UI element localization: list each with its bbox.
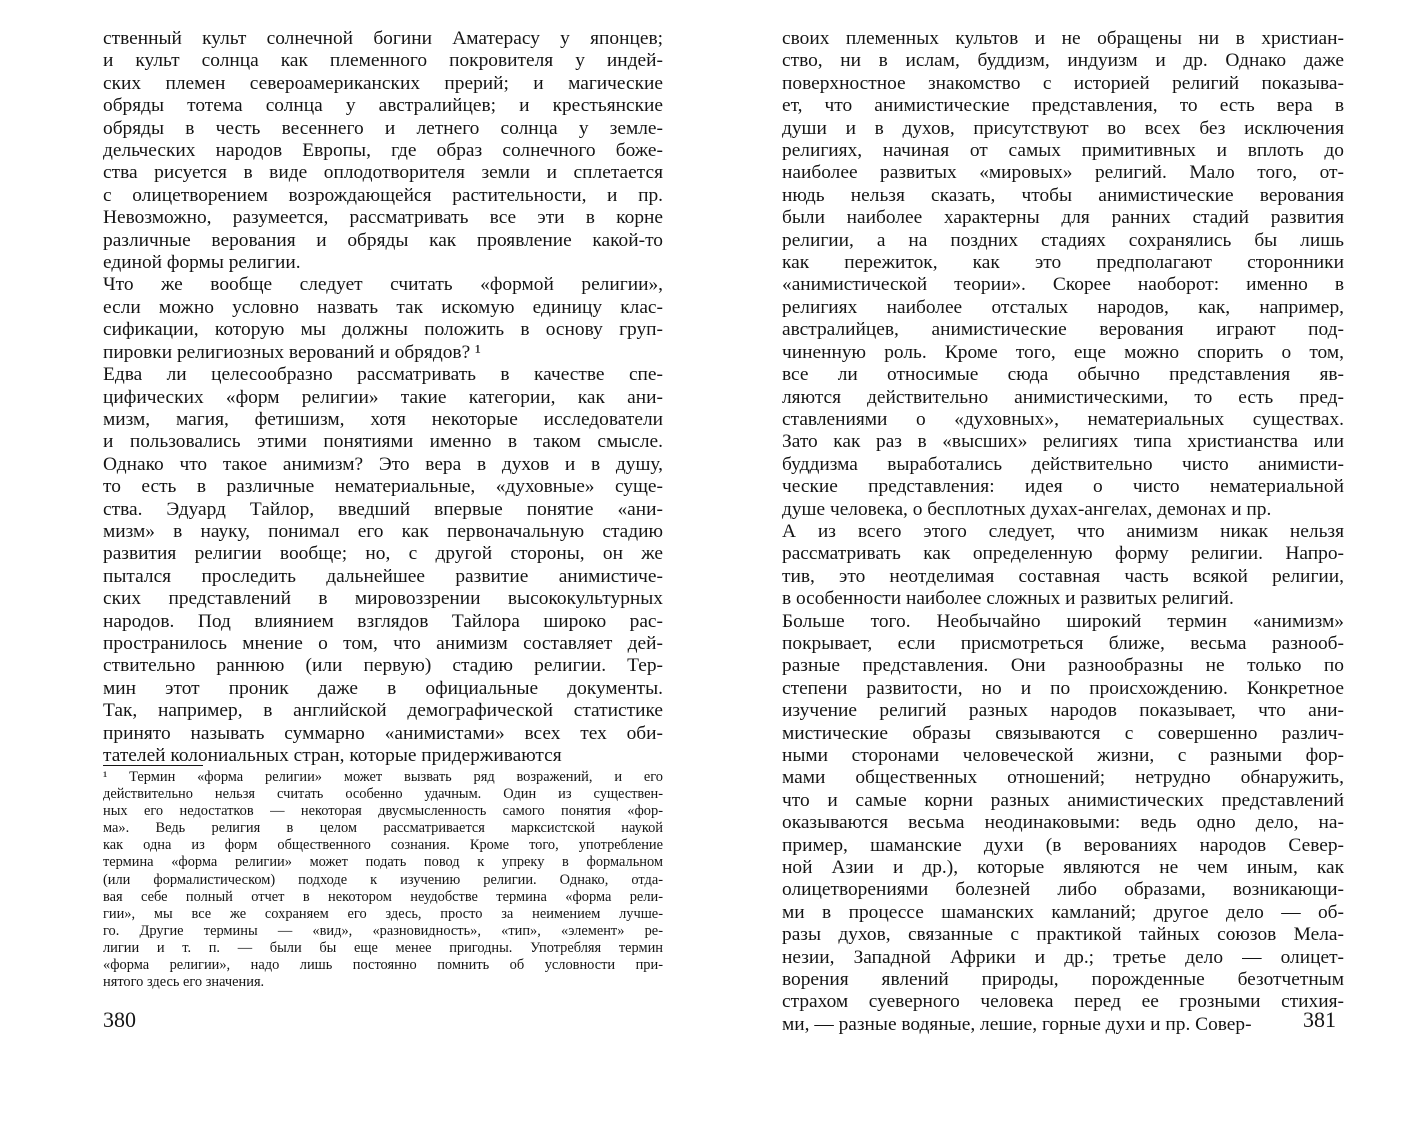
text-line: ных его недостатков — некоторая двусмысленность самого понятия «фор- [103, 803, 663, 820]
text-line: ственный культ солнечной богини Аматерасу у японцев; [103, 28, 663, 49]
text-line: Зато как раз в «высших» религиях типа христианства или [782, 431, 1344, 453]
text-line: (или формалистическом) подходе к изучению религии. Однако, отда- [103, 871, 663, 888]
text-line: поверхностное знакомство с историей религий показыва- [782, 72, 1344, 94]
text-line: были наиболее характерны для ранних стадий развития [782, 207, 1344, 229]
text-line: своих племенных культов и не обращены ни в христиан- [782, 28, 1344, 49]
text-line: пытался проследить дальнейшее развитие анимистиче- [103, 565, 663, 587]
text-line: лигии и т. п. — были бы еще менее пригодны. Употребляя термин [103, 939, 663, 956]
text-line: если можно условно назвать так искомую единицу клас- [103, 296, 663, 318]
text-line: мами общественных отношений; нетрудно обнаружить, [782, 767, 1344, 789]
text-line: Так, например, в английской демографической статистике [103, 700, 663, 722]
text-line: незии, Западной Африки и др.; третье дело — олицет- [782, 946, 1344, 968]
text-line: тателей колониальных стран, которые придерживаются [103, 745, 562, 766]
text-line: сификации, которую мы должны положить в основу груп- [103, 319, 663, 341]
text-line: оказываются весьма неодинаковыми: ведь одно дело, на- [782, 812, 1344, 834]
text-line: покрывает, если присмотреться ближе, весьма разнооб- [782, 632, 1344, 654]
page-number-right: 381 [1303, 1007, 1336, 1032]
text-line: «форма религии», надо лишь постоянно помнить об условности при- [103, 957, 663, 974]
text-line: гии», мы все же сохраняем его здесь, просто за неимением лучше- [103, 905, 663, 922]
text-line: и культ солнца как племенного покровителя у индей- [103, 50, 663, 72]
right-page [706, 0, 1413, 1130]
left-page-body [103, 28, 663, 767]
text-line: ной Азии и др.), которые являются не чем иным, как [782, 857, 1344, 879]
text-line: ских племен североамериканских прерий; и магические [103, 72, 663, 94]
text-line: душе человека, о бесплотных духах-ангелах, демонах и пр. [782, 498, 1272, 520]
text-line: ставлениями о «духовных», нематериальных существах. [782, 408, 1344, 430]
text-line: Что же вообще следует считать «формой религии», [103, 274, 663, 296]
text-line: разы духов, связанные с практикой тайных союзов Мела- [782, 924, 1344, 946]
text-line: Однако что такое анимизм? Это вера в духов и в душу, [103, 453, 663, 475]
text-line: принято называть суммарно «анимистами» всех тех оби- [103, 722, 663, 744]
text-line: ными сторонами человеческой жизни, с разными фор- [782, 745, 1344, 766]
text-line: ляются действительно анимистическими, то есть пред- [782, 386, 1344, 408]
text-line: развития религии вообще; но, с другой стороны, он же [103, 543, 663, 565]
text-line: религиях, начиная от самых примитивных и вплоть до [782, 140, 1344, 162]
text-line: степени развитости, но и по происхождению. Конкретное [782, 677, 1344, 699]
text-line: пространилось мнение о том, что анимизм составляет дей- [103, 632, 663, 654]
text-line: ство, ни в ислам, буддизм, индуизм и др. Однако даже [782, 50, 1344, 72]
text-line: пировки религиозных верований и обрядов? ¹ [103, 341, 481, 363]
text-line: мистические образы связываются с совершенно различ- [782, 722, 1344, 744]
text-line: пример, шаманские духи (в верованиях народов Север- [782, 834, 1344, 856]
text-line: различные верования и обряды как проявление какой-то [103, 229, 663, 251]
text-line: ворения явлений природы, порожденные безотчетным [782, 969, 1344, 991]
text-line: все ли относимые сюда обычно представления яв- [782, 364, 1344, 386]
text-line: обряды в честь весеннего и летнего солнца у земле- [103, 117, 663, 139]
text-line: как пережиток, как это предполагают сторонники [782, 252, 1344, 274]
text-line: мизм, магия, фетишизм, хотя некоторые исследователи [103, 408, 663, 430]
text-line: олицетворениями болезней либо образами, возникающи- [782, 879, 1344, 901]
text-line: ма». Ведь религия в целом рассматривается марксистской наукой [103, 820, 663, 837]
text-line: страхом суеверного человека перед ее грозными стихия- [782, 991, 1344, 1013]
text-line: ства рисуется в виде оплодотворителя земли и сплетается [103, 162, 663, 184]
page-number-left: 380 [103, 1007, 136, 1032]
text-line: нюдь нельзя сказать, чтобы анимистические верования [782, 184, 1344, 206]
left-page [0, 0, 706, 1130]
text-line: дельческих народов Европы, где образ солнечного боже- [103, 140, 663, 162]
text-line: австралийцев, анимистические верования играют под- [782, 319, 1344, 341]
text-line: народов. Под влиянием взглядов Тайлора широко рас- [103, 610, 663, 632]
text-line: ¹ Термин «форма религии» может вызвать ряд возражений, и его [103, 769, 663, 785]
text-line: души и в духов, присутствуют во всех без исключения [782, 117, 1344, 139]
text-line: обряды тотема солнца у австралийцев; и крестьянские [103, 95, 663, 117]
text-line: и пользовались этими понятиями именно в таком смысле. [103, 431, 663, 453]
footnote [103, 769, 663, 991]
text-line: изучение религий разных народов показывает, что ани- [782, 700, 1344, 722]
text-line: ствительно раннюю (или первую) стадию религии. Тер- [103, 655, 663, 677]
text-line: то есть в различные нематериальные, «духовные» суще- [103, 476, 663, 498]
text-line: с олицетворением возрождающейся растительности, и пр. [103, 184, 663, 206]
text-line: тив, это неотделимая составная часть всякой религии, [782, 565, 1344, 587]
text-line: термина «форма религии» может подать повод к упреку в формальном [103, 854, 663, 871]
text-line: «анимистической теории». Скорее наоборот: именно в [782, 274, 1344, 296]
text-line: в особенности наиболее сложных и развитых религий. [782, 588, 1234, 610]
text-line: религиях наиболее отсталых народов, как, например, [782, 296, 1344, 318]
text-line: что и самые корни разных анимистических представлений [782, 789, 1344, 811]
text-line: наиболее развитых «мировых» религий. Мало того, от- [782, 162, 1344, 184]
text-line: как одна из форм общественного сознания. Кроме того, употребление [103, 837, 663, 854]
text-line: вая себе полный отчет в некотором неудобстве термина «форма рели- [103, 888, 663, 905]
text-line: ских представлений в мировоззрении высококультурных [103, 588, 663, 610]
right-page-body [782, 28, 1344, 1036]
text-line: цифических «форм религии» такие категории, как ани- [103, 386, 663, 408]
text-line: буддизма выработались действительно чисто анимисти- [782, 453, 1344, 475]
text-line: ческие представления: идея о чисто нематериальной [782, 476, 1344, 498]
text-line: единой формы религии. [103, 252, 301, 274]
text-line: Едва ли целесообразно рассматривать в качестве спе- [103, 364, 663, 386]
text-line: А из всего этого следует, что анимизм никак нельзя [782, 520, 1344, 542]
text-line: мизм» в науку, понимал его как первоначальную стадию [103, 520, 663, 542]
text-line: рассматривать как определенную форму религии. Напро- [782, 543, 1344, 565]
text-line: ми в процессе шаманских камланий; другое дело — об- [782, 901, 1344, 923]
text-line: го. Другие термины — «вид», «разновидность», «тип», «элемент» ре- [103, 922, 663, 939]
text-line: ства. Эдуард Тайлор, введший впервые понятие «ани- [103, 498, 663, 520]
text-line: Больше того. Необычайно широкий термин «анимизм» [782, 610, 1344, 632]
text-line: религии, а на поздних стадиях сохранялись бы лишь [782, 229, 1344, 251]
footnote-divider [103, 765, 203, 766]
text-line: действительно нельзя считать особенно удачным. Один из существен- [103, 786, 663, 803]
text-line: разные представления. Они разнообразны не только по [782, 655, 1344, 677]
text-line: Невозможно, разумеется, рассматривать все эти в корне [103, 207, 663, 229]
text-line: мин этот проник даже в официальные документы. [103, 677, 663, 699]
text-line: ми, — разные водяные, лешие, горные духи и пр. Совер- [782, 1013, 1252, 1035]
text-line: нятого здесь его значения. [103, 974, 265, 991]
text-line: ет, что анимистические представления, то есть вера в [782, 95, 1344, 117]
text-line: чиненную роль. Кроме того, еще можно спорить о том, [782, 341, 1344, 363]
